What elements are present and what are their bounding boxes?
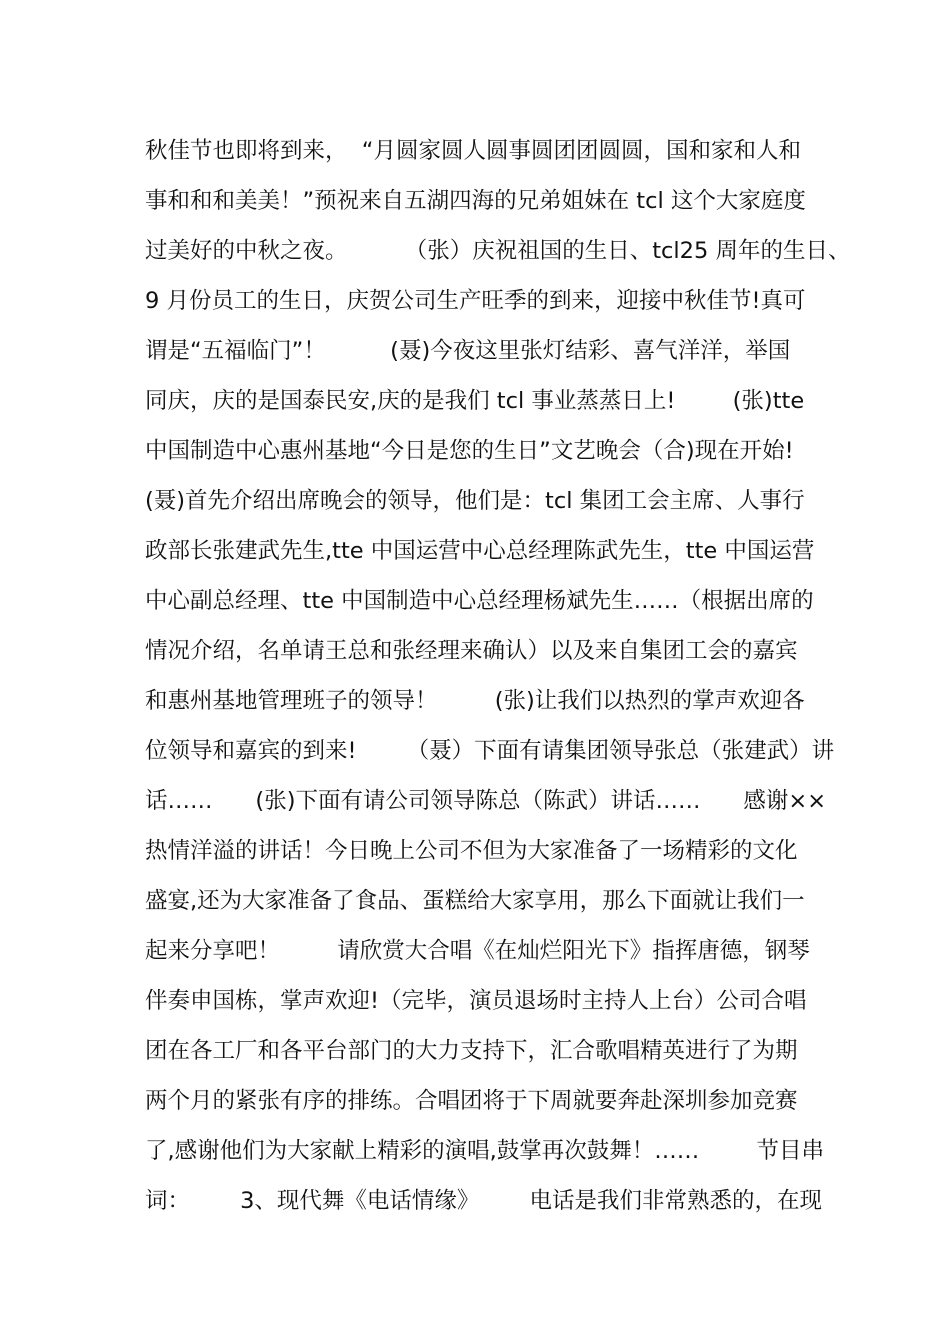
text-line: 团在各工厂和各平台部门的大力支持下，汇合歌唱精英进行了为期 — [145, 1038, 798, 1064]
text-line: 政部长张建武先生,tte 中国运营中心总经理陈武先生，tte 中国运营 — [145, 538, 815, 564]
text-line: 伴奏申国栋，掌声欢迎!（完毕，演员退场时主持人上台）公司合唱 — [145, 988, 807, 1014]
text-line: 位领导和嘉宾的到来! （聂）下面有请集团领导张总（张建武）讲 — [145, 738, 835, 764]
text-line: 词： 3、现代舞《电话情缘》 电话是我们非常熟悉的，在现 — [145, 1188, 822, 1214]
text-line: 事和和和美美！”预祝来自五湖四海的兄弟姐妹在 tcl 这个大家庭度 — [145, 188, 806, 214]
text-line: 两个月的紧张有序的排练。合唱团将于下周就要奔赴深圳参加竞赛 — [145, 1088, 798, 1114]
text-line: 中国制造中心惠州基地“今日是您的生日”文艺晚会（合)现在开始! — [145, 438, 794, 464]
text-line: 和惠州基地管理班子的领导！ (张)让我们以热烈的掌声欢迎各 — [145, 688, 805, 714]
text-line: 中心副总经理、tte 中国制造中心总经理杨斌先生……（根据出席的 — [145, 588, 814, 614]
text-line: 谓是“五福临门”！ (聂)今夜这里张灯结彩、喜气洋洋，举国 — [145, 338, 791, 364]
text-line: 情况介绍，名单请王总和张经理来确认）以及来自集团工会的嘉宾 — [145, 638, 798, 664]
text-line: 秋佳节也即将到来， “月圆家圆人圆事圆团团圆圆，国和家和人和 — [145, 138, 801, 164]
text-line: (聂)首先介绍出席晚会的领导，他们是：tcl 集团工会主席、人事行 — [145, 488, 805, 514]
text-line: 9 月份员工的生日，庆贺公司生产旺季的到来，迎接中秋佳节!真可 — [145, 288, 806, 314]
text-line: 话…… (张)下面有请公司领导陈总（陈武）讲话…… 感谢×× — [145, 788, 827, 814]
text-line: 了,感谢他们为大家献上精彩的演唱,鼓掌再次鼓舞！…… 节目串 — [145, 1138, 825, 1164]
text-line: 热情洋溢的讲话！今日晚上公司不但为大家准备了一场精彩的文化 — [145, 838, 798, 864]
text-line: 过美好的中秋之夜。 （张）庆祝祖国的生日、tcl25 周年的生日、 — [145, 238, 851, 264]
text-line: 起来分享吧！ 请欣赏大合唱《在灿烂阳光下》指挥唐德，钢琴 — [145, 938, 810, 964]
body-text — [145, 126, 851, 1226]
text-line: 盛宴,还为大家准备了食品、蛋糕给大家享用，那么下面就让我们一 — [145, 888, 805, 914]
text-line: 同庆，庆的是国泰民安,庆的是我们 tcl 事业蒸蒸日上! (张)tte — [145, 388, 805, 414]
